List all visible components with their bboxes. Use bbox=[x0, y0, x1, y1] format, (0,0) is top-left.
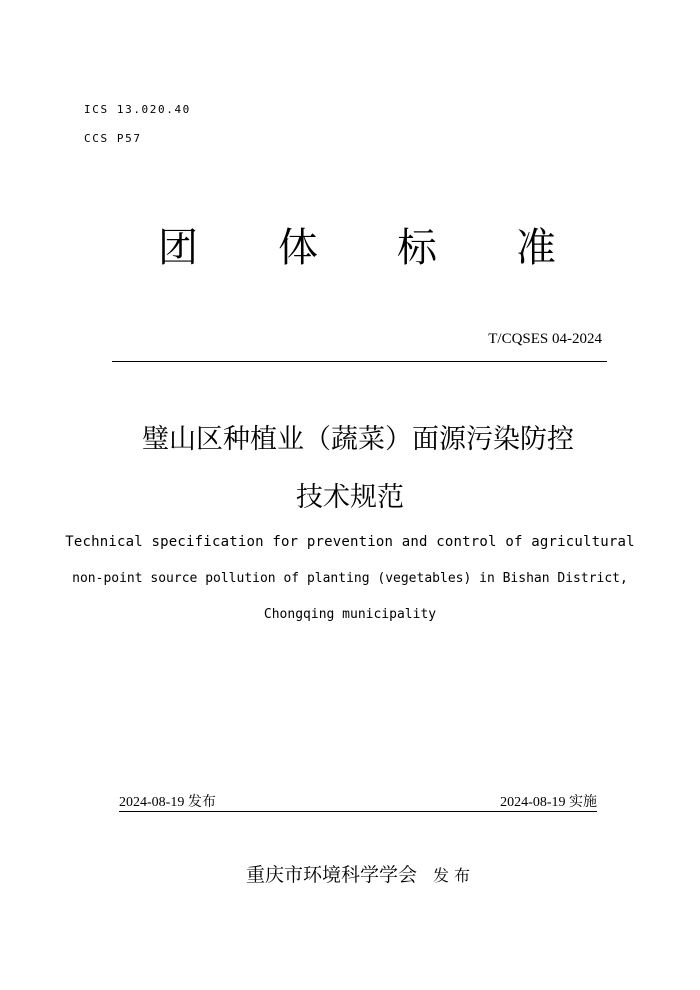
chinese-title-line1: 璧山区种植业（蔬菜）面源污染防控 bbox=[142, 424, 574, 455]
implement-date: 2024-08-19 实施 bbox=[500, 795, 597, 810]
english-title-line1: Technical specification for prevention and control of agricultural bbox=[65, 534, 635, 550]
doctype-char: 标 bbox=[397, 225, 437, 271]
publisher-suffix: 发 布 bbox=[432, 866, 471, 885]
standard-number: T/CQSES 04-2024 bbox=[488, 331, 602, 347]
header-divider bbox=[112, 361, 607, 362]
document-type-heading bbox=[0, 222, 700, 274]
english-title-line2: non-point source pollution of planting (vegetables) in Bishan District, bbox=[72, 571, 628, 586]
doctype-char: 准 bbox=[516, 225, 556, 271]
publish-date: 2024-08-19 发布 bbox=[119, 795, 216, 810]
date-row bbox=[119, 791, 597, 812]
chinese-title-line2: 技术规范 bbox=[296, 482, 404, 513]
publisher bbox=[0, 860, 700, 887]
doctype-char: 团 bbox=[158, 225, 198, 271]
doctype-char: 体 bbox=[278, 225, 318, 271]
ics-code: ICS 13.020.40 bbox=[84, 103, 191, 116]
publisher-name: 重庆市环境科学学会 bbox=[245, 864, 417, 886]
ccs-code: CCS P57 bbox=[84, 132, 142, 145]
english-title-line3: Chongqing municipality bbox=[263, 607, 437, 622]
